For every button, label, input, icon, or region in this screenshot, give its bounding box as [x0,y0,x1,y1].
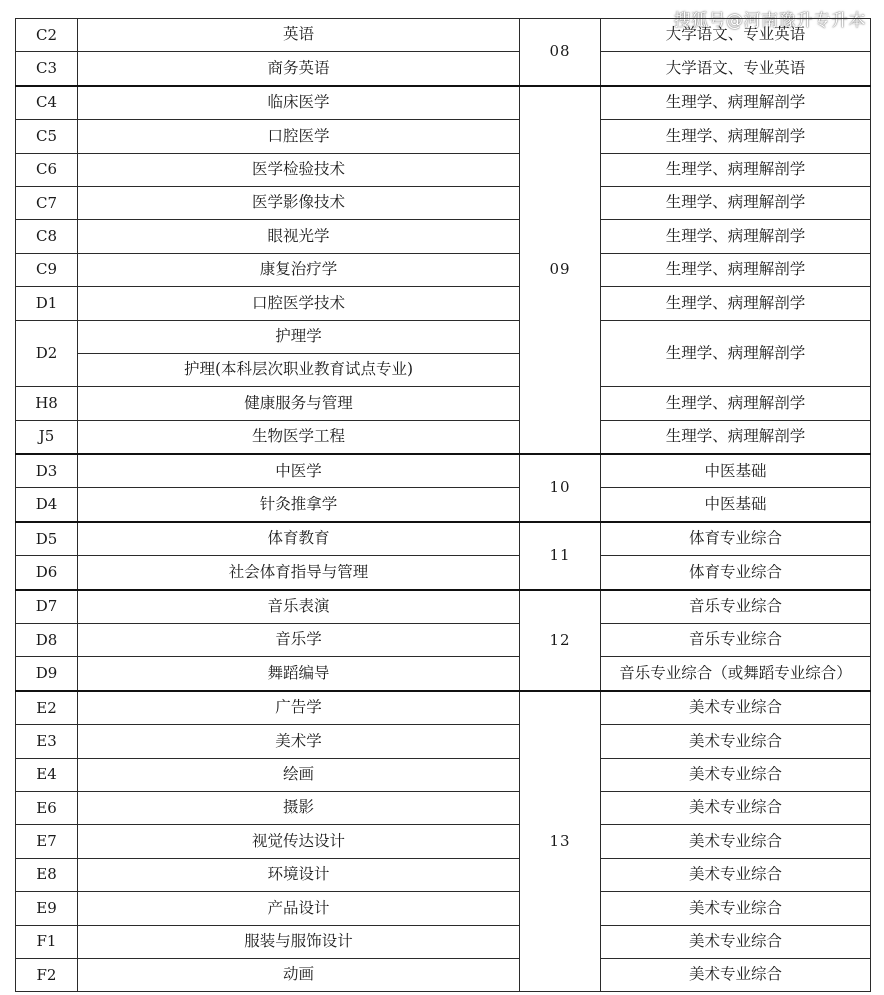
major-name: 动画 [78,958,520,991]
major-code: C6 [16,153,78,186]
major-code: C7 [16,186,78,219]
table-row [16,556,871,590]
exam-category: 09 [520,86,601,454]
exam-subjects: 体育专业综合 [601,522,871,556]
exam-subjects: 美术专业综合 [601,892,871,925]
major-code: E9 [16,892,78,925]
major-name: 音乐表演 [78,590,520,624]
major-code: E4 [16,758,78,791]
exam-subjects: 生理学、病理解剖学 [601,387,871,420]
major-code: C2 [16,19,78,52]
table-row [16,420,871,454]
major-name: 摄影 [78,791,520,824]
major-name: 产品设计 [78,892,520,925]
major-code: D4 [16,488,78,522]
exam-subjects: 生理学、病理解剖学 [601,186,871,219]
major-code: D2 [16,320,78,387]
table-row [16,791,871,824]
major-name: 生物医学工程 [78,420,520,454]
major-code: C3 [16,52,78,86]
table-row [16,758,871,791]
table-row [16,725,871,758]
table-row [16,220,871,253]
major-name: 商务英语 [78,52,520,86]
exam-subjects: 美术专业综合 [601,858,871,891]
major-name: 环境设计 [78,858,520,891]
major-code: D8 [16,624,78,657]
table-row [16,253,871,286]
major-name: 口腔医学技术 [78,287,520,320]
exam-category: 10 [520,454,601,522]
major-code: D6 [16,556,78,590]
table-row [16,958,871,991]
exam-subjects: 美术专业综合 [601,791,871,824]
table-row [16,387,871,420]
exam-subjects: 生理学、病理解剖学 [601,120,871,153]
major-code: D5 [16,522,78,556]
major-name: 护理(本科层次职业教育试点专业) [78,353,520,386]
major-code: C5 [16,120,78,153]
table-row [16,287,871,320]
major-code: D1 [16,287,78,320]
major-code: D9 [16,657,78,691]
major-code: E7 [16,825,78,858]
exam-category: 11 [520,522,601,590]
exam-subjects: 音乐专业综合 [601,590,871,624]
major-code: E6 [16,791,78,824]
table-row [16,691,871,725]
exam-subjects: 大学语文、专业英语 [601,19,871,52]
major-name: 英语 [78,19,520,52]
table-row [16,925,871,958]
exam-subjects: 中医基础 [601,454,871,488]
exam-subjects: 美术专业综合 [601,825,871,858]
exam-subjects: 美术专业综合 [601,725,871,758]
exam-subjects: 音乐专业综合 [601,624,871,657]
major-code: E3 [16,725,78,758]
exam-subjects: 生理学、病理解剖学 [601,287,871,320]
exam-subjects: 音乐专业综合（或舞蹈专业综合） [601,657,871,691]
exam-subjects: 生理学、病理解剖学 [601,253,871,286]
major-code: H8 [16,387,78,420]
major-code: F1 [16,925,78,958]
table-row [16,657,871,691]
major-name: 医学影像技术 [78,186,520,219]
table-row [16,454,871,488]
exam-subjects: 美术专业综合 [601,958,871,991]
table-row [16,153,871,186]
major-name: 口腔医学 [78,120,520,153]
exam-category: 13 [520,691,601,992]
major-exam-table [15,18,871,992]
exam-subjects: 美术专业综合 [601,758,871,791]
major-code: C8 [16,220,78,253]
major-code: J5 [16,420,78,454]
major-name: 服装与服饰设计 [78,925,520,958]
exam-subjects: 生理学、病理解剖学 [601,320,871,387]
exam-subjects: 美术专业综合 [601,925,871,958]
major-code: D3 [16,454,78,488]
major-name: 绘画 [78,758,520,791]
major-name: 针灸推拿学 [78,488,520,522]
major-code: E2 [16,691,78,725]
major-name: 康复治疗学 [78,253,520,286]
exam-category: 08 [520,19,601,86]
table-body [16,19,871,992]
major-code: C4 [16,86,78,120]
exam-subjects: 生理学、病理解剖学 [601,220,871,253]
table-row [16,825,871,858]
major-name: 眼视光学 [78,220,520,253]
exam-category: 12 [520,590,601,691]
major-name: 视觉传达设计 [78,825,520,858]
major-name: 社会体育指导与管理 [78,556,520,590]
major-code: F2 [16,958,78,991]
major-name: 广告学 [78,691,520,725]
exam-subjects: 体育专业综合 [601,556,871,590]
table-row [16,624,871,657]
table-row [16,892,871,925]
major-name: 音乐学 [78,624,520,657]
major-name: 护理学 [78,320,520,353]
table-row [16,52,871,86]
major-name: 健康服务与管理 [78,387,520,420]
exam-subjects: 中医基础 [601,488,871,522]
major-code: C9 [16,253,78,286]
watermark: 搜狐号@河南豫升专升本 [673,11,866,31]
major-name: 临床医学 [78,86,520,120]
exam-subjects: 美术专业综合 [601,691,871,725]
major-code: E8 [16,858,78,891]
exam-subjects: 大学语文、专业英语 [601,52,871,86]
table-row [16,86,871,120]
major-name: 医学检验技术 [78,153,520,186]
table-row [16,522,871,556]
exam-subjects: 生理学、病理解剖学 [601,153,871,186]
table-row [16,858,871,891]
exam-subjects: 生理学、病理解剖学 [601,86,871,120]
major-name: 舞蹈编导 [78,657,520,691]
exam-subjects: 生理学、病理解剖学 [601,420,871,454]
major-code: D7 [16,590,78,624]
major-name: 中医学 [78,454,520,488]
major-name: 体育教育 [78,522,520,556]
table-row [16,320,871,353]
major-name: 美术学 [78,725,520,758]
table-row [16,488,871,522]
table-row [16,186,871,219]
table-row [16,590,871,624]
table-row [16,120,871,153]
table-row [16,19,871,52]
